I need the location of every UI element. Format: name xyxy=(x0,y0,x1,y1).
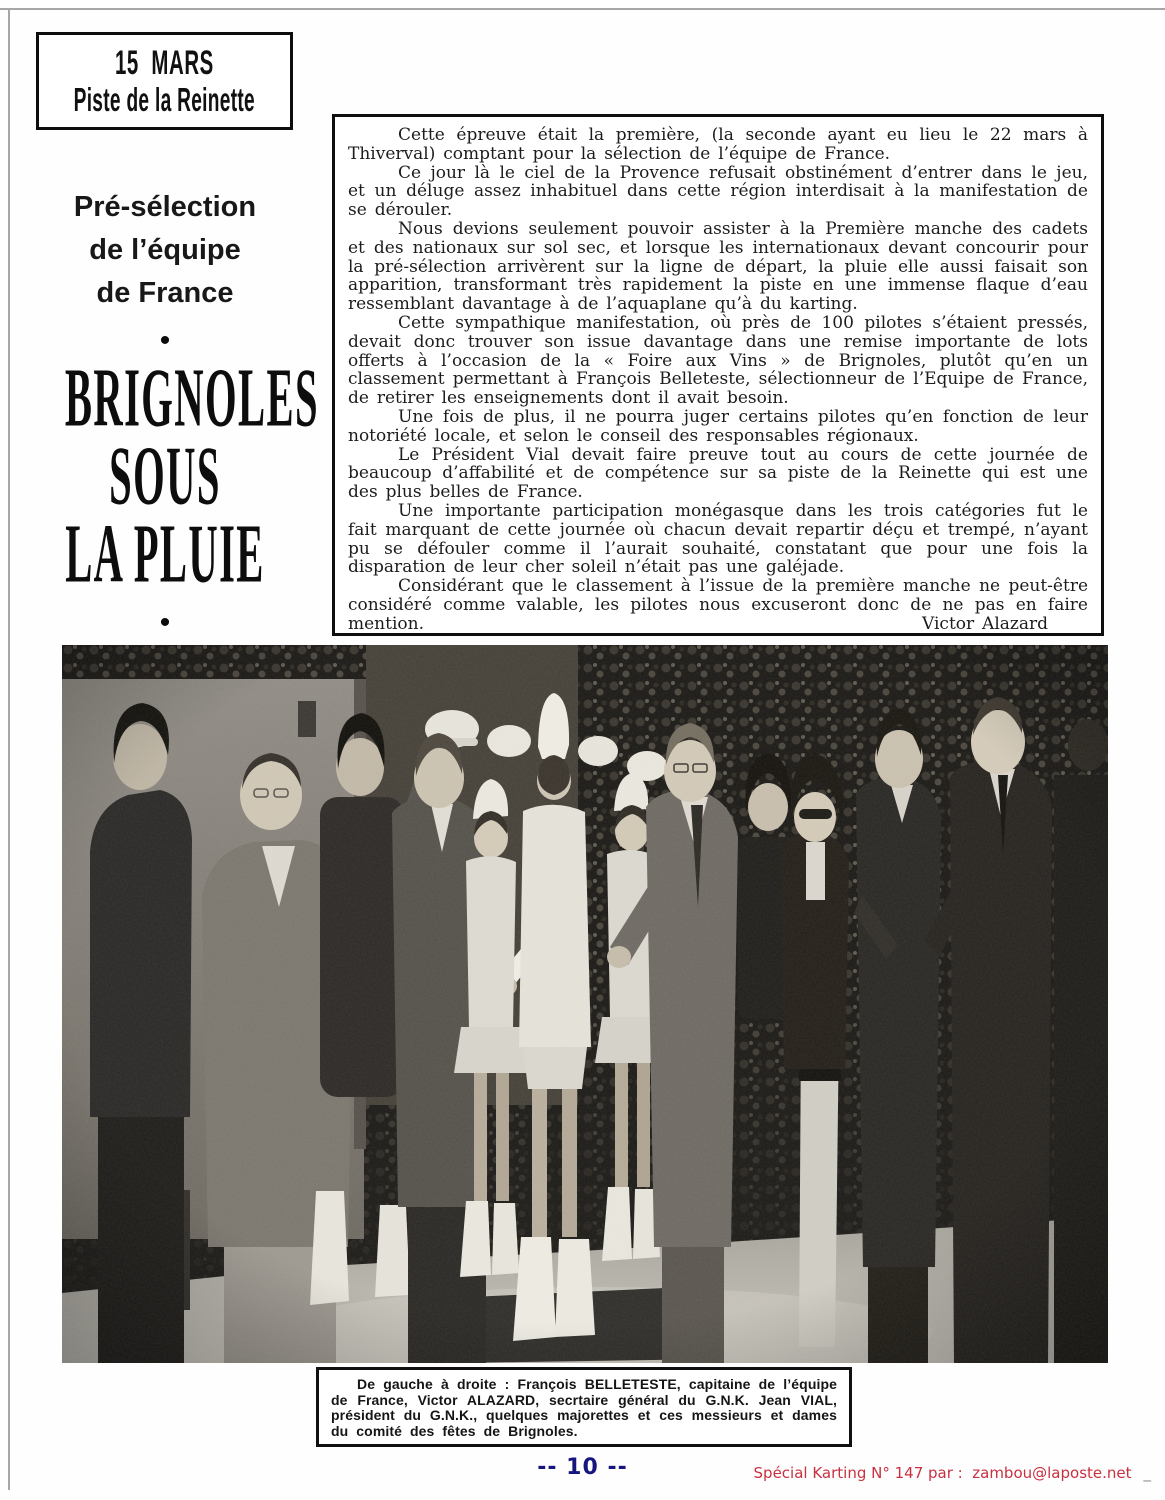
footer-credit-text: Spécial Karting N° 147 par : zambou@laposte.net xyxy=(753,1464,1132,1482)
bullet-separator: • xyxy=(159,606,171,639)
page-number: -- 10 -- xyxy=(537,1455,628,1480)
group-photo xyxy=(62,645,1108,1363)
headline-line: SOUS xyxy=(109,428,221,523)
article-paragraph: Cette sympathique manifestation, où près de 100 pilotes s’étaient pressés, devait donc trouver son issue davantage dans une remise importante de lots offerts à l’occasion de la « Foire aux Vins » de Brignoles, plutôt qu’en un classement permettant à François Belleteste, sélectionneur de l’Equipe de France, de retirer les enseignements dont il avait besoin. xyxy=(348,312,1088,409)
photo-texture-overlays xyxy=(62,645,1108,1363)
footer-credit xyxy=(754,1464,1151,1482)
article-paragraph: Cette épreuve était la première, (la seconde ayant eu lieu le 22 mars à Thiverval) comptant pour la sélection de l’équipe de France. xyxy=(348,125,1088,164)
article-signature: Victor Alazard xyxy=(922,613,1048,634)
scan-edge-top xyxy=(0,8,1165,10)
headline xyxy=(22,350,319,601)
article-paragraph xyxy=(348,577,1088,633)
article-paragraph: Ce jour là le ciel de la Provence refusait obstinément d’entrer dans le jeu, et un déluge assez inhabituel dans cette région interdisait à la manifestation de se dérouler. xyxy=(348,162,1088,221)
kicker-line: de l’équipe xyxy=(89,234,241,266)
article-paragraph: Le Président Vial devait faire preuve tout au cours de cette journée de beaucoup d’affabilité et de compétence sur sa piste de la Reinette qui est une des plus belles de France. xyxy=(348,444,1088,503)
article-box xyxy=(332,114,1104,636)
photo-caption: De gauche à droite : François BELLETESTE, capitaine de l’équipe de France, Victor ALAZARD, secrtaire général du G.N.K. Jean VIAL, président du G.N.K., quelques majorettes et ces messieurs et dames du comité des fêtes de Brignoles. xyxy=(331,1376,837,1439)
kicker-line: Pré-sélection xyxy=(73,191,257,223)
bullet-separator: • xyxy=(159,324,171,357)
event-date: 15 MARS xyxy=(115,43,214,83)
article-paragraph: Nous devions seulement pouvoir assister à la Première manche des cadets et des nationaux sur sol sec, et lorsque les internationaux devant concourir pour la pré-sélection arrivèrent sur la ligne de départ, la pluie elle aussi faisait son apparition, transformant très rapidement la piste en une immense flaque d’eau ressemblant davantage à de l’aquaplane qu’à du karting. xyxy=(348,218,1088,315)
headline-line: BRIGNOLES xyxy=(64,350,319,445)
photo-caption-box xyxy=(316,1367,852,1447)
kicker-line: de France xyxy=(96,277,234,309)
event-box xyxy=(36,32,293,130)
article-paragraph: Une importante participation monégasque dans les trois catégories fut le fait marquant de cette journée où chacun devait repartir déçu et trempé, n’ayant pu se défouler comme il l’aurait souhaité, constatant que pour une fois la disparation de leur cher soleil n’était pas une galéjade. xyxy=(348,500,1088,578)
footer-trailing-mark: _ xyxy=(1143,1464,1151,1482)
headline-column xyxy=(22,186,319,639)
article-paragraph: Une fois de plus, il ne pourra juger certains pilotes qu’en fonction de leur notoriété locale, et selon le conseil des responsables régionaux. xyxy=(348,406,1088,446)
article-paragraph-text: Considérant que le classement à l’issue de la première manche ne peut-être considéré comme valable, les pilotes nous excuseront donc de ne pas en faire mention. xyxy=(348,576,1088,634)
scan-edge-left xyxy=(8,8,10,1490)
headline-line: LA PLUIE xyxy=(65,506,265,601)
event-venue: Piste de la Reinette xyxy=(73,80,256,118)
